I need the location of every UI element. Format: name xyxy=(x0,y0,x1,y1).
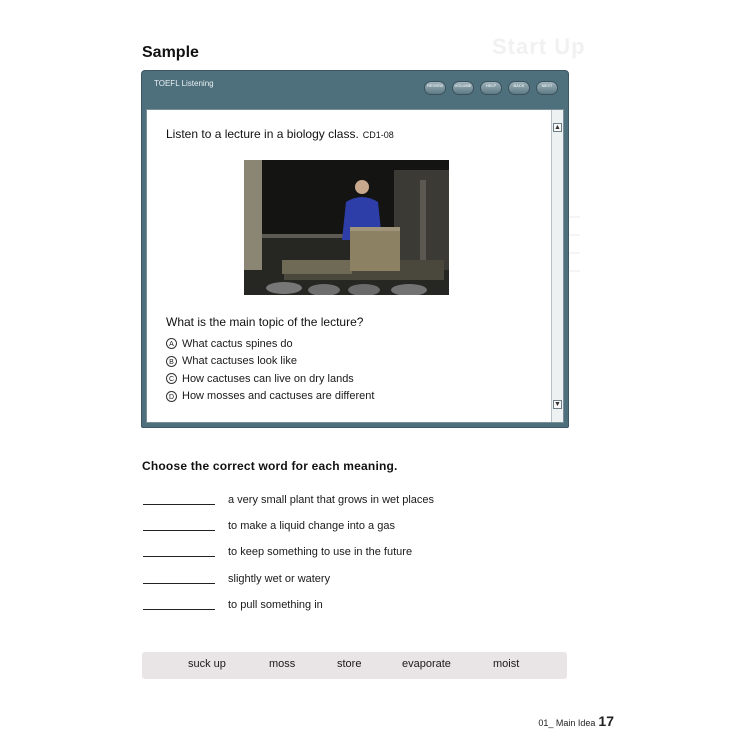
answer-blank[interactable] xyxy=(143,504,215,505)
back-button[interactable]: BACK xyxy=(508,81,530,95)
exercise-heading: Choose the correct word for each meaning. xyxy=(142,459,398,473)
word-bank-item: store xyxy=(337,658,362,670)
option-d[interactable] xyxy=(166,388,374,406)
definition-row xyxy=(143,595,503,621)
option-a-letter: A xyxy=(166,338,177,349)
answer-blank[interactable] xyxy=(143,530,215,531)
footer-section: 01_ Main Idea xyxy=(538,718,596,728)
help-button[interactable]: HELP xyxy=(480,81,502,95)
page-number: 17 xyxy=(598,713,614,729)
question-text: What is the main topic of the lecture? xyxy=(166,315,364,329)
option-c-letter: C xyxy=(166,373,177,384)
word-bank-item: suck up xyxy=(188,658,226,670)
definition-text: to make a liquid change into a gas xyxy=(228,520,395,533)
definition-text: a very small plant that grows in wet places xyxy=(228,494,435,506)
next-button[interactable]: NEXT xyxy=(536,81,558,95)
word-bank xyxy=(142,652,567,679)
definition-row xyxy=(143,490,503,516)
option-d-letter: D xyxy=(166,391,177,402)
window-title: TOEFL Listening xyxy=(154,79,214,88)
option-c-text: How cactuses can live on dry lands xyxy=(182,372,354,385)
word-bank-item: moss xyxy=(269,658,296,670)
option-a-text: What cactus spines do xyxy=(182,337,293,350)
definition-row xyxy=(143,569,503,595)
volume-button[interactable]: VOLUME xyxy=(452,81,474,95)
answer-blank[interactable] xyxy=(143,556,215,557)
definition-list xyxy=(143,490,503,621)
option-b-letter: B xyxy=(166,356,177,367)
option-a[interactable] xyxy=(166,335,374,353)
lecture-instruction xyxy=(166,127,394,141)
option-b[interactable] xyxy=(166,353,374,371)
scroll-down-icon[interactable]: ▼ xyxy=(554,401,561,408)
answer-options xyxy=(166,335,374,405)
scroll-up-icon[interactable]: ▲ xyxy=(554,124,561,131)
option-b-text: What cactuses look like xyxy=(182,355,297,368)
answer-blank[interactable] xyxy=(143,583,215,584)
definition-text: slightly wet or watery xyxy=(228,572,331,585)
definition-row xyxy=(143,516,503,542)
definition-text: to keep something to use in the future xyxy=(228,546,413,559)
cd-track-code: CD1-08 xyxy=(362,130,394,140)
bleed-through-heading: Start Up xyxy=(492,34,586,59)
page-footer xyxy=(538,713,614,729)
option-d-text: How mosses and cactuses are different xyxy=(182,390,375,403)
answer-blank[interactable] xyxy=(143,609,215,610)
word-bank-item: evaporate xyxy=(402,658,451,670)
option-c[interactable] xyxy=(166,370,374,388)
review-button[interactable]: REVIEW xyxy=(424,81,446,95)
lecture-photo xyxy=(244,160,449,295)
definition-row xyxy=(143,542,503,568)
lecturer-image xyxy=(244,160,449,295)
question-panel-content xyxy=(141,70,569,428)
instruction-text: Listen to a lecture in a biology class. xyxy=(166,127,359,141)
sample-heading: Sample xyxy=(142,44,199,61)
word-bank-item: moist xyxy=(493,658,520,670)
definition-text: to pull something in xyxy=(228,598,323,611)
